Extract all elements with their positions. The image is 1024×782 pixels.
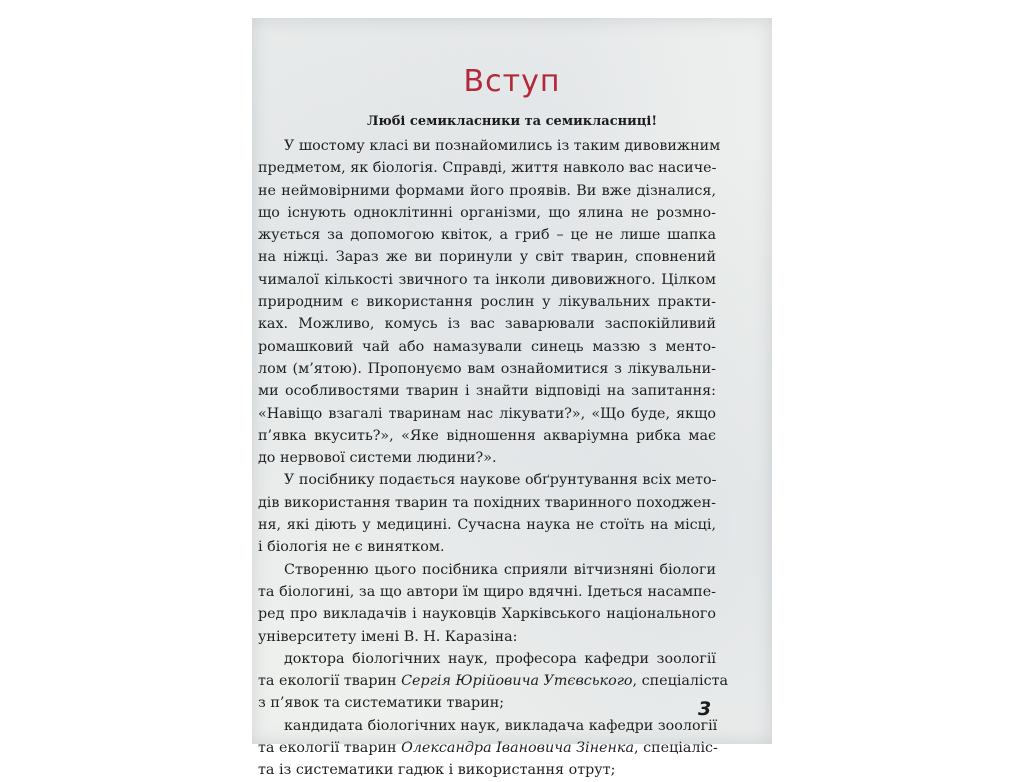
text-line: з п’явок та систематики тварин; — [258, 695, 505, 712]
text-line: кандидата біологічних наук, викладача кафедри зоології — [284, 717, 718, 734]
paragraph — [258, 135, 721, 469]
text-line: ми особливостями тварин і знайти відповіді на запитання: — [258, 383, 716, 400]
paragraph — [258, 715, 716, 782]
text-line: природним є використання рослин у лікувальних практи- — [258, 294, 716, 311]
text-line: ред про викладачів і науковців Харківського національного — [258, 606, 716, 623]
text-line: лом (м’ятою). Пропонуємо вам ознайомитися з лікувальни- — [258, 360, 716, 377]
text-line: чималої кількості звичного та інколи дивовижного. Цілком — [258, 271, 716, 288]
text-line: та із систематики гадюк і використання отрут; — [258, 762, 616, 779]
text-line: не неймовірними формами його проявів. Ви вже дізналися, — [258, 182, 716, 199]
text-line: доктора біологічних наук, професора кафедри зоології — [284, 650, 716, 667]
text-line: та екології тварин Олександра Івановича Зіненка, спеціаліс- — [258, 740, 718, 757]
text-line: університету імені В. Н. Каразіна: — [258, 628, 518, 645]
text-line: ках. Можливо, комусь із вас заварювали заспокійливий — [258, 316, 716, 333]
paragraph — [258, 559, 716, 648]
text-line: У шостому класі ви познайомились із таким дивовижним — [284, 138, 721, 154]
text-line: та екології тварин Сергія Юрійовича Утєвського, спеціаліста — [258, 673, 729, 690]
text-line: та біологині, за що автори їм щиро вдячні. Ідеться насампе- — [258, 583, 716, 600]
text-line: «Навіщо взагалі тваринам нас лікувати?», «Що буде, якщо — [258, 405, 716, 422]
text-line: на ніжці. Зараз же ви поринули у світ тварин, сповнений — [258, 249, 716, 266]
greeting-heading: Любі семикласники та семикласниці! — [366, 114, 658, 129]
page-title: Вступ — [463, 64, 561, 99]
text-line: дів використання тварин та похідних тваринного походжен- — [258, 494, 716, 511]
text-line: ня, які діють у медицині. Сучасна наука не стоїть на місці, — [258, 517, 716, 534]
book-page — [252, 18, 772, 779]
text-line: п’явка вкусить?», «Яке відношення акваріумна рибка має — [258, 427, 716, 444]
text-line: до нервової системи людини?». — [258, 450, 497, 467]
text-line: У посібнику подається наукове обґрунтування всіх мето- — [284, 472, 717, 489]
text-line: Створенню цього посібника сприяли вітчизняні біологи — [284, 561, 716, 578]
page-number: 3 — [698, 698, 712, 720]
paragraph — [258, 469, 716, 558]
body-text — [258, 135, 729, 782]
text-line: і біологія не є винятком. — [258, 539, 445, 556]
text-line: жується за допомогою квіток, а гриб – це не лише шапка — [258, 227, 716, 244]
text-line: що існують одноклітинні організми, що ялина не розмно- — [258, 204, 716, 221]
text-line: предметом, як біологія. Справді, життя навколо вас насиче- — [258, 160, 717, 177]
text-line: ромашковий чай або намазували синець маззю з менто- — [258, 338, 716, 355]
paragraph — [258, 648, 729, 715]
